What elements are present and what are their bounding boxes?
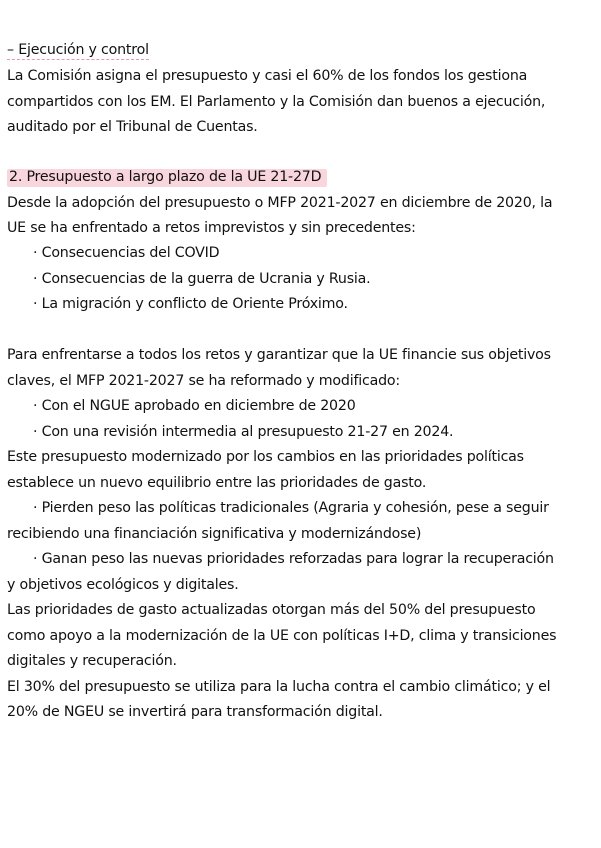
section1-line: compartidos con los EM. El Parlamento y la Comisión dan buenos a ejecución, (7, 94, 546, 110)
bullet-item: · Consecuencias de la guerra de Ucrania y Rusia. (33, 271, 371, 287)
paragraph-line: Este presupuesto modernizado por los cambios en las prioridades políticas (7, 449, 524, 465)
bullet-continuation: recibiendo una financiación significativa y modernizándose) (7, 526, 422, 542)
section1-line: La Comisión asigna el presupuesto y casi el 60% de los fondos los gestiona (7, 68, 528, 84)
section2-heading-text: 2. Presupuesto a largo plazo de la UE 21-27D (7, 169, 327, 187)
bullet-item: · Pierden peso las políticas tradicionales (Agraria y cohesión, pese a seguir (33, 500, 549, 516)
paragraph-line: como apoyo a la modernización de la UE con políticas I+D, clima y transiciones (7, 628, 557, 644)
bullet-item: · Con el NGUE aprobado en diciembre de 2020 (33, 398, 356, 414)
bullet-continuation: y objetivos ecológicos y digitales. (7, 577, 239, 593)
section2-heading (7, 167, 327, 187)
section1-heading (7, 40, 149, 60)
bullet-item: · Con una revisión intermedia al presupuesto 21-27 en 2024. (33, 424, 454, 440)
paragraph-line: 20% de NGEU se invertirá para transformación digital. (7, 704, 383, 720)
section1-heading-text: – Ejecución y control (7, 42, 149, 58)
paragraph-line: Las prioridades de gasto actualizadas otorgan más del 50% del presupuesto (7, 602, 536, 618)
paragraph-line: establece un nuevo equilibrio entre las prioridades de gasto. (7, 475, 427, 491)
section1-line: auditado por el Tribunal de Cuentas. (7, 119, 258, 135)
paragraph-line: El 30% del presupuesto se utiliza para la lucha contra el cambio climático; y el (7, 679, 551, 695)
bullet-item: · Consecuencias del COVID (33, 245, 220, 261)
bullet-item: · La migración y conflicto de Oriente Próximo. (33, 296, 348, 312)
section2-intro-line: UE se ha enfrentado a retos imprevistos y sin precedentes: (7, 220, 416, 236)
paragraph-line: digitales y recuperación. (7, 653, 177, 669)
paragraph-line: claves, el MFP 2021-2027 se ha reformado y modificado: (7, 373, 400, 389)
section2-intro-line: Desde la adopción del presupuesto o MFP 2021-2027 en diciembre de 2020, la (7, 195, 553, 211)
paragraph-line: Para enfrentarse a todos los retos y garantizar que la UE financie sus objetivos (7, 347, 551, 363)
bullet-item: · Ganan peso las nuevas prioridades reforzadas para lograr la recuperación (33, 551, 554, 567)
